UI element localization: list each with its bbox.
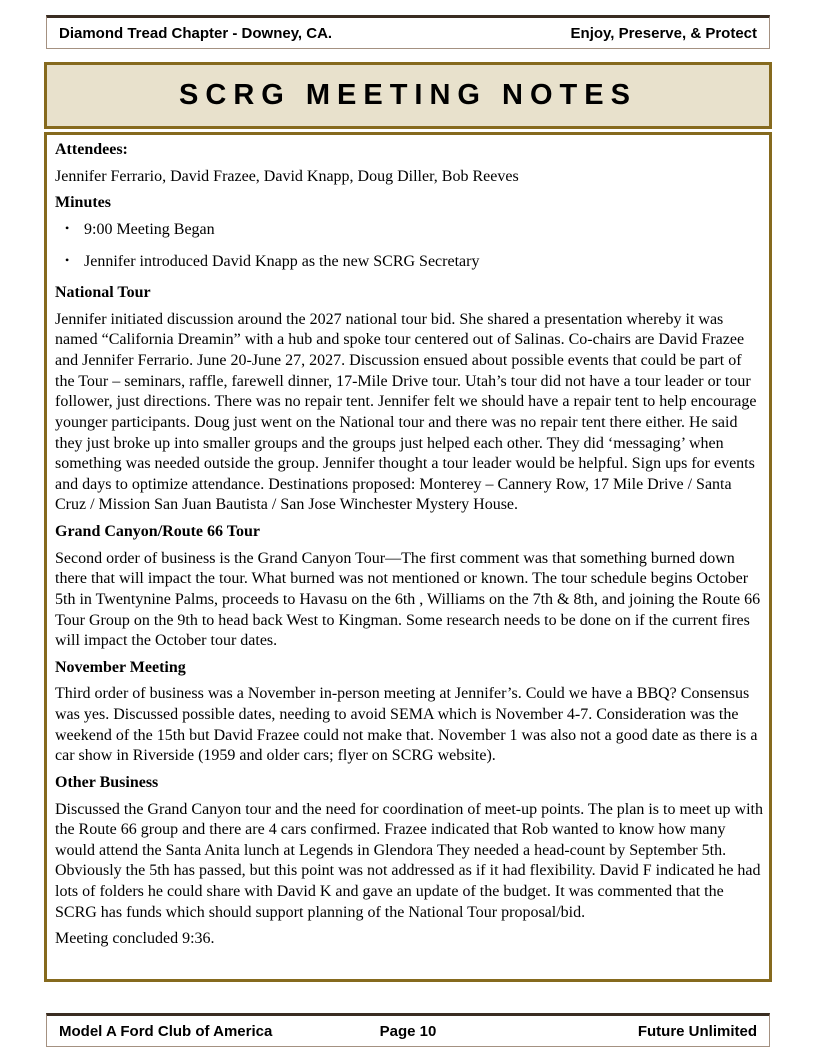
page-number: Page 10 bbox=[379, 1022, 437, 1040]
attendees-names: Jennifer Ferrario, David Frazee, David Knapp, Doug Diller, Bob Reeves bbox=[55, 167, 519, 185]
title-banner bbox=[44, 62, 772, 129]
list-item: • Jennifer introduced David Knapp as the new SCRG Secretary bbox=[65, 252, 763, 273]
page-header bbox=[46, 15, 770, 49]
section-paragraph-november-meeting: Third order of business was a November in-person meeting at Jennifer’s. Could we have a BBQ? Consensus was yes. Discussed possible dates, needing to avoid SEMA which is November 4-7. Consideration was the weekend of the 15th but David Frazee could not make that. November 1 was also not a good date as there is a car show in Riverside (1959 and older cars; flyer on SCRG website). bbox=[55, 685, 758, 765]
club-name: Model A Ford Club of America bbox=[59, 1022, 273, 1040]
section-paragraph-other-business: Discussed the Grand Canyon tour and the need for coordination of meet-up points. The plan is to meet up with the Route 66 group and there are 4 cars confirmed. Frazee indicated that Rob wanted to know how many would attend the Santa Anita lunch at Legends in Glendora They needed a head-count by September 5th. Obviously the 5th has passed, but this point was not addressed as if it had flexibility. David F indicated he had lots of folders he could share with David K and gave an update of the budget. It was commented that the SCRG has funds which should support planning of the National Tour proposal/bid. bbox=[55, 800, 763, 921]
club-motto: Future Unlimited bbox=[637, 1022, 758, 1040]
section-heading-other-business: Other Business bbox=[55, 773, 159, 791]
meeting-notes-body bbox=[44, 132, 772, 982]
section-heading-national-tour: National Tour bbox=[55, 284, 151, 302]
chapter-motto: Enjoy, Preserve, & Protect bbox=[570, 24, 757, 42]
page-title: SCRG MEETING NOTES bbox=[179, 79, 637, 111]
chapter-name: Diamond Tread Chapter - Downey, CA. bbox=[59, 24, 333, 42]
attendees-heading: Attendees: bbox=[55, 141, 128, 158]
list-item: • 9:00 Meeting Began bbox=[65, 220, 763, 241]
section-paragraph-grand-canyon: Second order of business is the Grand Canyon Tour—The first comment was that something burned down there that will impact the tour. What burned was not mentioned or known. The tour schedule begins October 5th in Twentynine Palms, proceeds to Havasu on the 6th , Williams on the 7th & 8th, and joining the Route 66 Tour Group on the 9th to head back West to Kingman. Some research needs to be done on if the current fires will impact the October tour dates. bbox=[55, 549, 761, 650]
closing-line: Meeting concluded 9:36. bbox=[55, 930, 215, 948]
section-paragraph-national-tour: Jennifer initiated discussion around the 2027 national tour bid. She shared a presentation whereby it was named “California Dreamin” with a hub and spoke tour centered out of Salinas. Co-chairs are David Frazee and Jennifer Ferrario. June 20-June 27, 2027. Discussion ensued about possible events that could be part of the Tour – seminars, raffle, farewell dinner, 17-Mile Drive tour. Utah’s tour did not have a tour leader or tour follower, just directions. There was no repair tent. Jennifer felt we should have a repair tent to help encourage younger participants. Doug just went on the National tour and there was no repair tent there either. He said they just broke up into smaller groups and the groups just helped each other. They did ‘messaging’ when something was needed outside the group. Jennifer thought a tour leader would be helpful. Sign ups for events and days to optimize attendance. Destinations proposed: Monterey – Cannery Row, 17 Mile Drive / Santa Cruz / Mission San Juan Bautista / San Jose Winchester Mystery House. bbox=[55, 310, 757, 514]
section-heading-grand-canyon: Grand Canyon/Route 66 Tour bbox=[55, 523, 260, 540]
page-footer bbox=[46, 1013, 770, 1047]
section-heading-november-meeting: November Meeting bbox=[55, 658, 186, 676]
minutes-list bbox=[55, 220, 763, 272]
minutes-heading: Minutes bbox=[55, 194, 111, 212]
